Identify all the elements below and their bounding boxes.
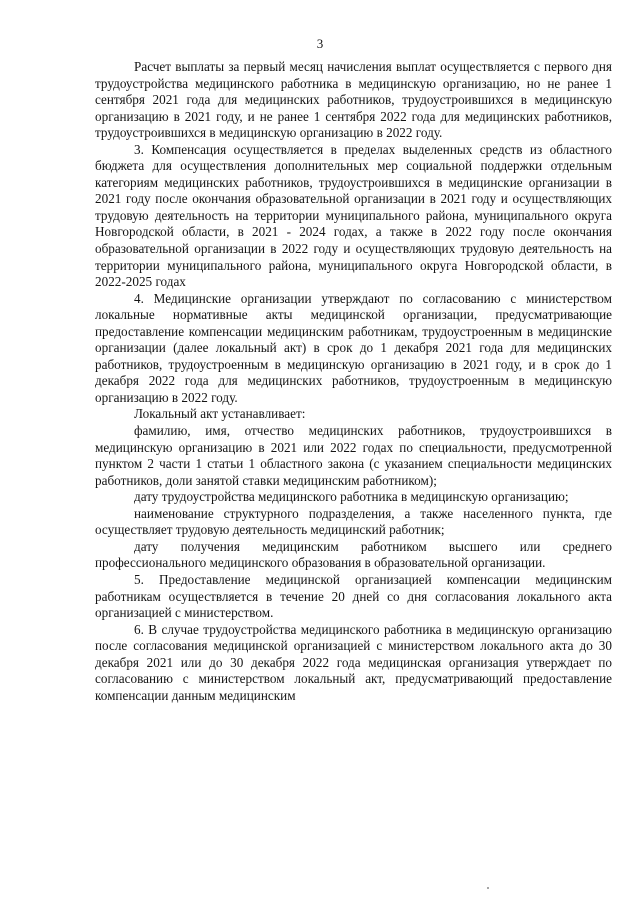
paragraph-local-act-subdivision: наименование структурного подразделения, а также населенного пункта, где осуществляет трудовую деятельность медицинский работник; [95,505,612,538]
paragraph-local-act-intro: Локальный акт устанавливает: [134,406,306,422]
paragraph-item-4: 4. Медицинские организации утверждают по согласованию с министерством локальные нормативные акты медицинской организации, предусматривающие предоставление компенсации медицинским работникам, трудоустроенным в медицинские организации (далее локальный акт) в срок до 1 декабря 2021 года для медицинских работников, трудоустроенным в медицинскую организацию в 2021 году, и в срок до 1 декабря 2022 года для медицинских работников, трудоустроенным в медицинскую организацию в 2022 году. [95,290,612,405]
paragraph-local-act-education-date: дату получения медицинским работником высшего или среднего профессионального медицинского образования в образовательной организации. [95,538,612,571]
paragraph-local-act-employment-date: дату трудоустройства медицинского работника в медицинскую организацию; [134,489,569,505]
paragraph-item-3: 3. Компенсация осуществляется в пределах выделенных средств из областного бюджета для осуществления дополнительных мер социальной поддержки отдельным категориям медицинских работников, трудоустроившихся в медицинские организации в 2021 году после окончания образовательной организации в 2021 году и осуществляющих трудовую деятельность на территории муниципального района, муниципального округа Новгородской области, в 2021 - 2024 годах, а также в 2022 году после окончания образовательной организации в 2022 году и осуществляющих трудовую деятельность на территории муниципального района, муниципального округа Новгородской области, в 2022-2025 годах [95,141,612,290]
paragraph-local-act-names: фамилию, имя, отчество медицинских работников, трудоустроившихся в медицинскую организацию в 2021 или 2022 годах по специальности, предусмотренной пунктом 2 части 1 статьи 1 областного закона (с указанием специальности медицинских работников, доли занятой ставки медицинским работником); [95,423,612,488]
scan-speck [487,887,489,889]
page-number: 3 [316,36,324,51]
paragraph-item-5: 5. Предоставление медицинской организацией компенсации медицинским работникам осуществляется в течение 20 дней со дня согласования локального акта организацией с министерством. [95,571,612,621]
paragraph-item-6: 6. В случае трудоустройства медицинского работника в медицинскую организацию после согласования медицинской организацией с министерством локального акта до 30 декабря 2021 или до 30 декабря 2022 года медицинская организация утверждает по согласованию с министерством локальный акт, предусматривающий предоставление компенсации данным медицинским [95,621,612,703]
paragraph-first-month-payment: Расчет выплаты за первый месяц начисления выплат осуществляется с первого дня трудоустройства медицинского работника в медицинскую организацию, но не ранее 1 сентября 2021 года для медицинских работников, трудоустроившихся в медицинскую организацию в 2021 году, и не ранее 1 сентября 2022 года для медицинских работников, трудоустроившихся в медицинскую организацию в 2022 году. [95,59,612,141]
document-body [95,59,612,704]
